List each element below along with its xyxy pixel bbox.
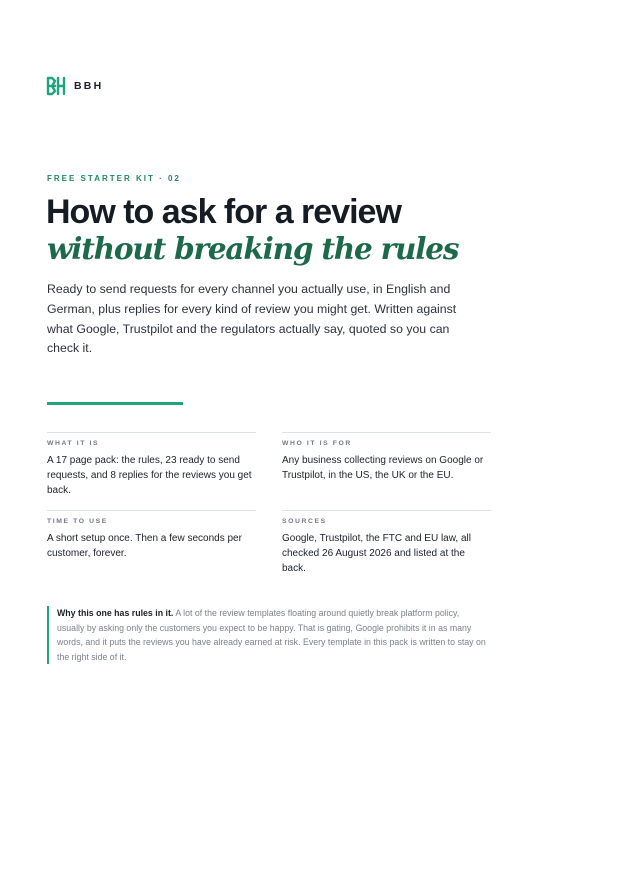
info-text: A short setup once. Then a few seconds per customer, forever. [47, 533, 242, 560]
callout-body: A lot of the review templates floating around quietly break platform policy, usually by asking only the customers you expect to be happy. That is gating, Google prohibits it in as many words, and it puts the reviews you have already earned at risk. Every template in this pack is written to stay on the right side of it. [57, 608, 486, 662]
info-text: A 17 page pack: the rules, 23 ready to send requests, and 8 replies for the reviews you get back. [47, 455, 252, 497]
callout-note [47, 606, 487, 664]
page-subtitle: without breaking the rules [47, 231, 459, 266]
eyebrow: FREE STARTER KIT · 02 [47, 174, 181, 183]
brand-name: BBH [74, 80, 104, 92]
brand-logo [46, 76, 103, 96]
info-label: WHO IT IS FOR [282, 440, 352, 447]
callout-lead: Why this one has rules in it. [57, 608, 174, 618]
info-label: TIME TO USE [47, 518, 108, 525]
info-label: WHAT IT IS [47, 440, 100, 447]
info-text: Google, Trustpilot, the FTC and EU law, all checked 26 August 2026 and listed at the back. [282, 533, 471, 575]
bbh-logo-icon [46, 76, 66, 96]
info-label: SOURCES [282, 518, 327, 525]
accent-divider [47, 402, 183, 405]
info-what-it-is [47, 432, 256, 499]
info-sources [282, 510, 491, 577]
info-text: Any business collecting reviews on Google or Trustpilot, in the US, the UK or the EU. [282, 455, 484, 482]
page-title: How to ask for a review [46, 193, 401, 231]
info-time-to-use [47, 510, 256, 561]
intro-paragraph: Ready to send requests for every channel you actually use, in English and German, plus replies for every kind of review you might get. Written against what Google, Trustpilot and the regulators actually say, quoted so you can check it. [47, 282, 457, 356]
info-who-it-is-for [282, 432, 491, 483]
